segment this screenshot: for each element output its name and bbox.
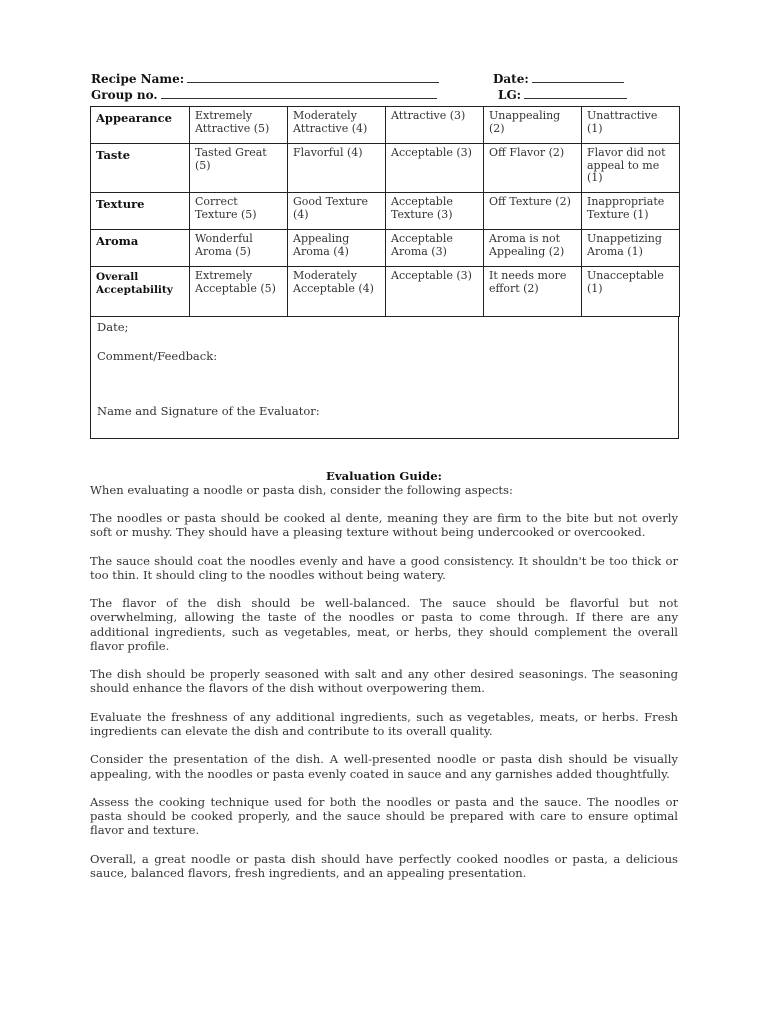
guide-intro: When evaluating a noodle or pasta dish, consider the following aspects: [90, 483, 513, 497]
rating-cell[interactable]: Extremely Attractive (5) [190, 107, 288, 144]
guide-paragraph: Assess the cooking technique used for both the noodles or pasta and the sauce. The noodles or pasta should be cooked properly, and the sauce should be prepared with care to ensure optimal flavor and texture. [90, 794, 678, 838]
comment-box[interactable] [90, 316, 679, 439]
rubric-row [91, 144, 680, 193]
rating-cell[interactable]: Unappetizing Aroma (1) [582, 230, 680, 267]
rating-cell[interactable]: Appealing Aroma (4) [288, 230, 386, 267]
guide-paragraph: The flavor of the dish should be well-balanced. The sauce should be flavorful but not overwhelming, allowing the taste of the noodles or pasta to come through. If there are any additional ingredients, such as vegetables, meat, or herbs, they should complement the overall flavor profile. [90, 596, 678, 653]
rating-cell[interactable]: Off Flavor (2) [484, 144, 582, 193]
rating-cell[interactable]: Tasted Great (5) [190, 144, 288, 193]
rating-cell[interactable]: It needs more effort (2) [484, 267, 582, 317]
rating-cell[interactable]: Moderately Attractive (4) [288, 107, 386, 144]
rubric-table [90, 106, 680, 317]
criterion-label: Texture [91, 193, 190, 230]
recipe-name-field[interactable]: Recipe Name: [91, 72, 439, 86]
group-field[interactable]: Group no. [91, 88, 437, 102]
rating-cell[interactable]: Attractive (3) [386, 107, 484, 144]
date-line: Date; [97, 320, 129, 334]
guide-paragraph: The noodles or pasta should be cooked al dente, meaning they are firm to the bite but not overly soft or mushy. They should have a pleasing texture without being undercooked or overcooked. [90, 511, 678, 540]
date-field[interactable]: Date: [493, 72, 624, 86]
rubric-row [91, 230, 680, 267]
guide-paragraph: The sauce should coat the noodles evenly and have a good consistency. It shouldn't be too thick or too thin. It should cling to the noodles without being watery. [90, 553, 678, 582]
guide-paragraph: Consider the presentation of the dish. A well-presented noodle or pasta dish should be visually appealing, with the noodles or pasta evenly coated in sauce and any garnishes added thoughtfully. [90, 752, 678, 781]
rating-cell[interactable]: Flavorful (4) [288, 144, 386, 193]
rubric-row [91, 267, 680, 317]
rating-cell[interactable]: Unappealing (2) [484, 107, 582, 144]
rubric-row [91, 193, 680, 230]
lg-field[interactable]: LG: [498, 88, 627, 102]
guide-paragraph: Evaluate the freshness of any additional ingredients, such as vegetables, meats, or herbs. Fresh ingredients can elevate the dish and contribute to its overall quality. [90, 709, 678, 738]
rating-cell[interactable]: Extremely Acceptable (5) [190, 267, 288, 317]
criterion-label: Aroma [91, 230, 190, 267]
rating-cell[interactable]: Acceptable (3) [386, 144, 484, 193]
guide-body [90, 511, 678, 894]
rubric-row [91, 107, 680, 144]
comment-line: Comment/Feedback: [97, 349, 218, 363]
guide-paragraph: Overall, a great noodle or pasta dish should have perfectly cooked noodles or pasta, a delicious sauce, balanced flavors, fresh ingredients, and an appealing presentation. [90, 851, 678, 880]
rating-cell[interactable]: Wonderful Aroma (5) [190, 230, 288, 267]
guide-title: Evaluation Guide: [326, 469, 442, 483]
rating-cell[interactable]: Flavor did not appeal to me (1) [582, 144, 680, 193]
rating-cell[interactable]: Good Texture (4) [288, 193, 386, 230]
guide-paragraph: The dish should be properly seasoned with salt and any other desired seasonings. The seasoning should enhance the flavors of the dish without overpowering them. [90, 667, 678, 696]
rating-cell[interactable]: Acceptable Aroma (3) [386, 230, 484, 267]
criterion-label: Taste [91, 144, 190, 193]
criterion-label: Appearance [91, 107, 190, 144]
rating-cell[interactable]: Aroma is not Appealing (2) [484, 230, 582, 267]
rating-cell[interactable]: Correct Texture (5) [190, 193, 288, 230]
rating-cell[interactable]: Inappropriate Texture (1) [582, 193, 680, 230]
criterion-label: Overall Acceptability [91, 267, 190, 317]
rating-cell[interactable]: Unattractive (1) [582, 107, 680, 144]
rating-cell[interactable]: Acceptable Texture (3) [386, 193, 484, 230]
rating-cell[interactable]: Off Texture (2) [484, 193, 582, 230]
rating-cell[interactable]: Moderately Acceptable (4) [288, 267, 386, 317]
rating-cell[interactable]: Unacceptable (1) [582, 267, 680, 317]
rating-cell[interactable]: Acceptable (3) [386, 267, 484, 317]
signature-line: Name and Signature of the Evaluator: [97, 404, 320, 418]
